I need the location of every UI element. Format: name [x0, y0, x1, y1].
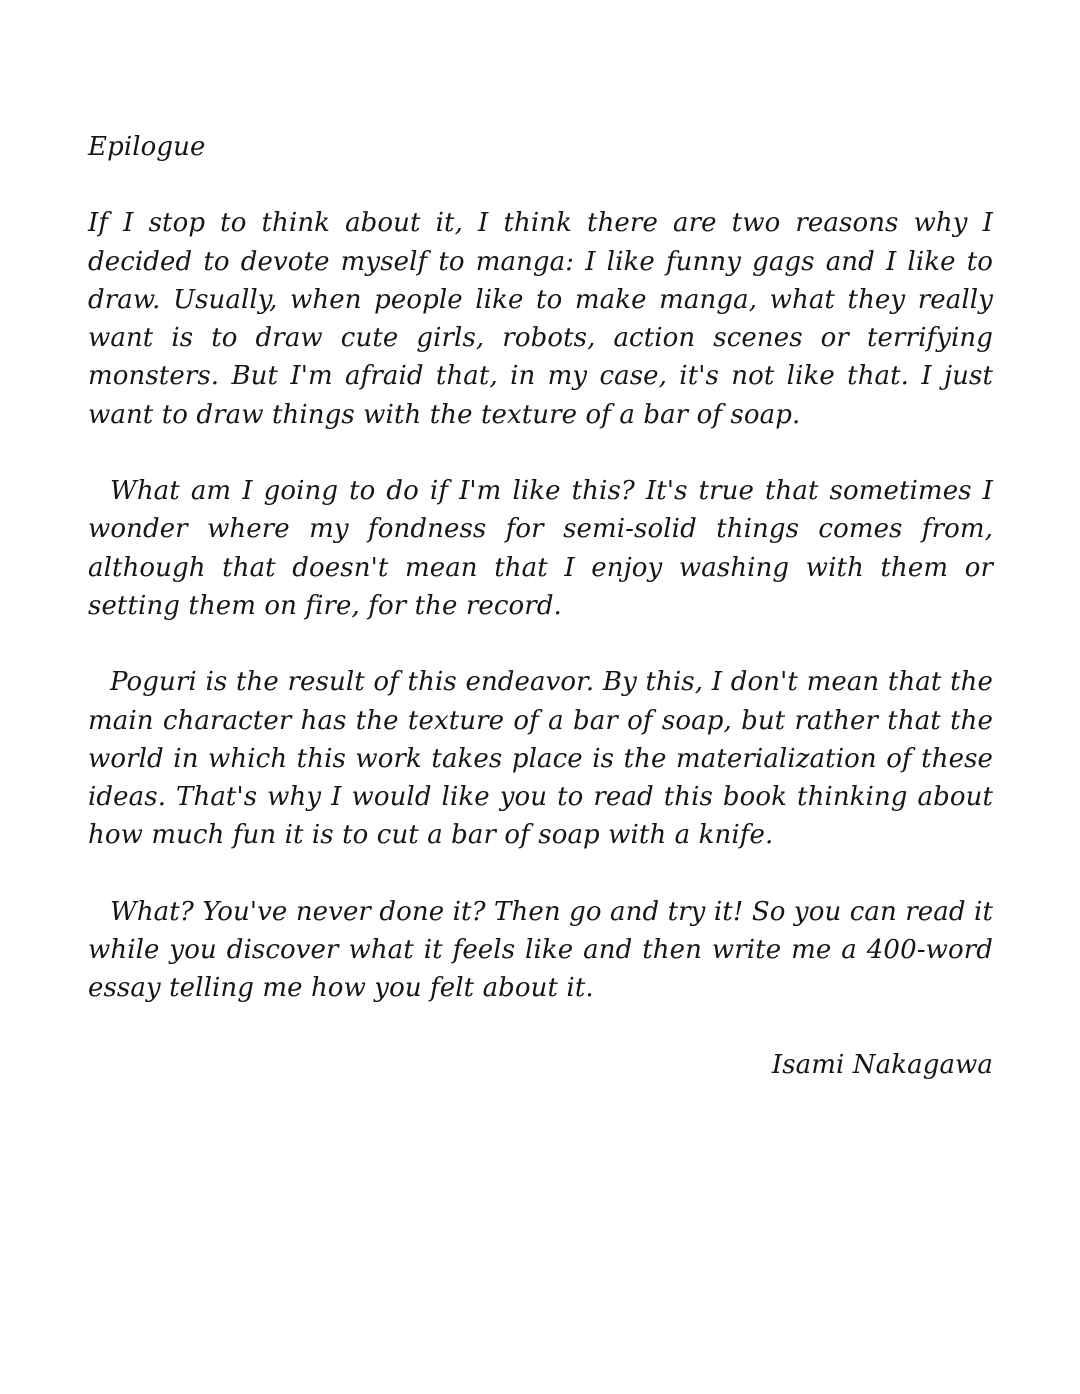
epilogue-page: [88, 128, 993, 1084]
paragraph-3: Poguri is the result of this endeavor. By this, I don't mean that the main character has the texture of a bar of soap, but rather that the world in which this work takes place is the materialization of these ideas. That's why I would like you to read this book thinking about how much fun it is to cut a bar of soap with a knife.: [88, 667, 993, 851]
author-signature: Isami Nakagawa: [771, 1049, 993, 1080]
page-title: Epilogue: [88, 132, 206, 162]
paragraph-4: What? You've never done it? Then go and try it! So you can read it while you discover what it feels like and then write me a 400-word essay telling me how you felt about it.: [88, 896, 993, 1004]
paragraph-2: What am I going to do if I'm like this? It's true that sometimes I wonder where my fondness for semi-solid things comes from, although that doesn't mean that I enjoy washing with them or setting them on fire, for the record.: [88, 476, 993, 621]
paragraph-1: If I stop to think about it, I think there are two reasons why I decided to devote myself to manga: I like funny gags and I like to draw. Usually, when people like to make manga, what they really want is to draw cute girls, robots, action scenes or terrifying monsters. But I'm afraid that, in my case, it's not like that. I just want to draw things with the texture of a bar of soap.: [88, 208, 993, 430]
